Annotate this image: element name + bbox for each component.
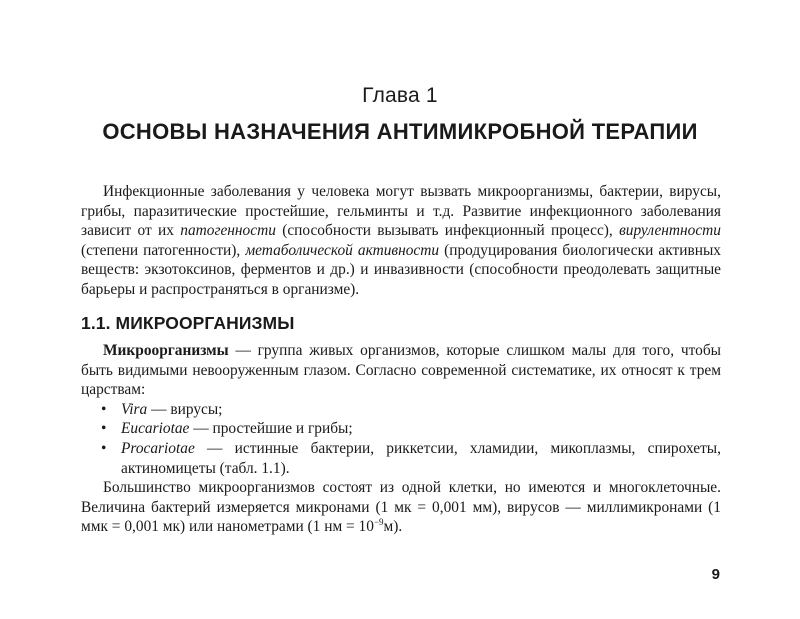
exponent: −9 xyxy=(373,517,384,528)
intro-text-part: (степени патогенности), xyxy=(81,241,246,259)
term-virulence: вирулентности xyxy=(619,222,721,240)
intro-text-part: Инфекционные заболевания у человека могут вызвать микроорганизмы, бактерии, вирусы, грибы, паразитические простейшие, гельминты и т.д. Развитие инфекционного заболевания зависит от их xyxy=(81,183,721,240)
term-metabolic-activity: метаболической активности xyxy=(245,241,440,259)
definition-term: Микроорганизмы xyxy=(103,342,229,359)
closing-tail: м). xyxy=(383,518,403,536)
intro-text-part: (способности вызывать инфекционный процесс), xyxy=(275,222,620,240)
intro-paragraph xyxy=(81,182,721,300)
kingdom-description: — простейшие и грибы; xyxy=(189,420,353,438)
bullet-icon: • xyxy=(101,400,107,418)
term-pathogenicity: патогенности xyxy=(180,222,276,240)
kingdom-description: — истинные бактерии, риккетсии, хламидии, микоплазмы, спирохеты, актиномицеты (табл. 1.1). xyxy=(121,439,721,477)
kingdom-description: — вирусы; xyxy=(147,400,223,418)
list-item xyxy=(81,419,721,439)
kingdom-name: Procariotae xyxy=(121,439,195,457)
section-heading: 1.1. МИКРООРГАНИЗМЫ xyxy=(81,313,295,333)
list-item xyxy=(81,400,721,420)
bullet-icon: • xyxy=(101,439,107,457)
chapter-title: ОСНОВЫ НАЗНАЧЕНИЯ АНТИМИКРОБНОЙ ТЕРАПИИ xyxy=(102,119,698,144)
list-item xyxy=(81,439,721,478)
closing-text: Большинство микроорганизмов состоят из одной клетки, но имеются и многоклеточные. Величина бактерий измеряется микронами (1 мк = 0,001 мм), вирусов — миллимикронами (1 ммк = 0,001 мк) или нанометрами (1 нм = 10 xyxy=(81,479,721,536)
kingdom-name: Vira xyxy=(121,400,148,418)
intro-text-part: (продуцирования биологически активных веществ: экзотоксинов, ферментов и др.) и инвазивности (способности преодолевать защитные барьеры и распространяться в организме). xyxy=(81,241,721,298)
definition-paragraph xyxy=(81,341,721,400)
section-body xyxy=(81,341,721,537)
chapter-label: Глава 1 xyxy=(362,84,438,107)
kingdoms-list xyxy=(81,400,721,478)
kingdom-name: Eucariotae xyxy=(121,420,190,438)
bullet-icon: • xyxy=(101,420,107,438)
closing-paragraph xyxy=(81,478,721,537)
intro-paragraph-block xyxy=(81,182,721,300)
definition-text: — группа живых организмов, которые слишком малы для того, чтобы быть видимыми невооруженным глазом. Согласно современной систематике, их относят к трем царствам: xyxy=(81,342,721,399)
page-number: 9 xyxy=(711,566,720,583)
